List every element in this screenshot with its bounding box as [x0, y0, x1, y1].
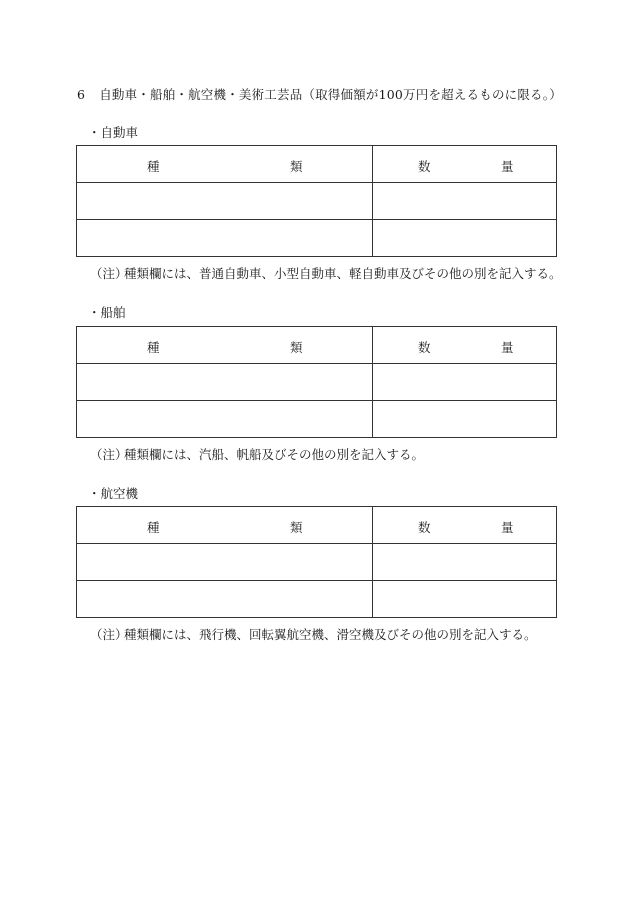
- note-text: 種類欄には、飛行機、回転翼航空機、滑空機及びその他の別を記入する。: [124, 627, 537, 642]
- quantity-cell[interactable]: [373, 220, 557, 257]
- quantity-header-char-1: 数: [418, 159, 431, 174]
- quantity-header: [373, 327, 557, 364]
- table-row: [77, 364, 557, 401]
- quantity-header-char-2: 量: [501, 340, 514, 355]
- quantity-header: [373, 507, 557, 544]
- table-row: [77, 220, 557, 257]
- kind-header-char-2: 類: [290, 340, 303, 355]
- quantity-header-char-2: 量: [501, 520, 514, 535]
- table-row: [77, 544, 557, 581]
- kind-header: [77, 146, 373, 183]
- section-title: 自動車・船舶・航空機・美術工芸品（取得価額が100万円を超えるものに限る。）: [99, 87, 562, 102]
- table-row: [77, 581, 557, 618]
- section-number: 6: [77, 87, 86, 102]
- table-header-row: [77, 507, 557, 544]
- note-mark: （注）: [90, 627, 128, 642]
- table-header-row: [77, 327, 557, 364]
- quantity-cell[interactable]: [373, 183, 557, 220]
- kind-header: [77, 327, 373, 364]
- note-mark: （注）: [90, 447, 128, 462]
- quantity-header: [373, 146, 557, 183]
- quantity-cell[interactable]: [373, 581, 557, 618]
- aircraft-note: [90, 625, 537, 643]
- aircraft-label: ・航空機: [88, 486, 139, 501]
- kind-cell[interactable]: [77, 581, 373, 618]
- note-mark: （注）: [90, 266, 128, 281]
- kind-header-char-1: 種: [147, 340, 160, 355]
- kind-header-char-1: 種: [147, 520, 160, 535]
- kind-header: [77, 507, 373, 544]
- kind-cell[interactable]: [77, 183, 373, 220]
- aircraft-table: [76, 506, 557, 618]
- note-text: 種類欄には、汽船、帆船及びその他の別を記入する。: [124, 447, 425, 462]
- kind-cell[interactable]: [77, 544, 373, 581]
- quantity-header-char-2: 量: [501, 159, 514, 174]
- kind-header-char-2: 類: [290, 520, 303, 535]
- automobile-note: [90, 264, 562, 282]
- kind-header-char-1: 種: [147, 159, 160, 174]
- table-header-row: [77, 146, 557, 183]
- quantity-cell[interactable]: [373, 364, 557, 401]
- quantity-header-char-1: 数: [418, 520, 431, 535]
- automobile-table: [76, 145, 557, 257]
- kind-cell[interactable]: [77, 220, 373, 257]
- quantity-cell[interactable]: [373, 401, 557, 438]
- kind-header-char-2: 類: [290, 159, 303, 174]
- kind-cell[interactable]: [77, 364, 373, 401]
- section-heading: [77, 85, 562, 103]
- quantity-cell[interactable]: [373, 544, 557, 581]
- table-row: [77, 401, 557, 438]
- quantity-header-char-1: 数: [418, 340, 431, 355]
- table-row: [77, 183, 557, 220]
- automobile-label: ・自動車: [88, 125, 139, 140]
- ship-table: [76, 326, 557, 438]
- kind-cell[interactable]: [77, 401, 373, 438]
- note-text: 種類欄には、普通自動車、小型自動車、軽自動車及びその他の別を記入する。: [124, 266, 562, 281]
- ship-label: ・船舶: [88, 305, 126, 320]
- ship-note: [90, 445, 424, 463]
